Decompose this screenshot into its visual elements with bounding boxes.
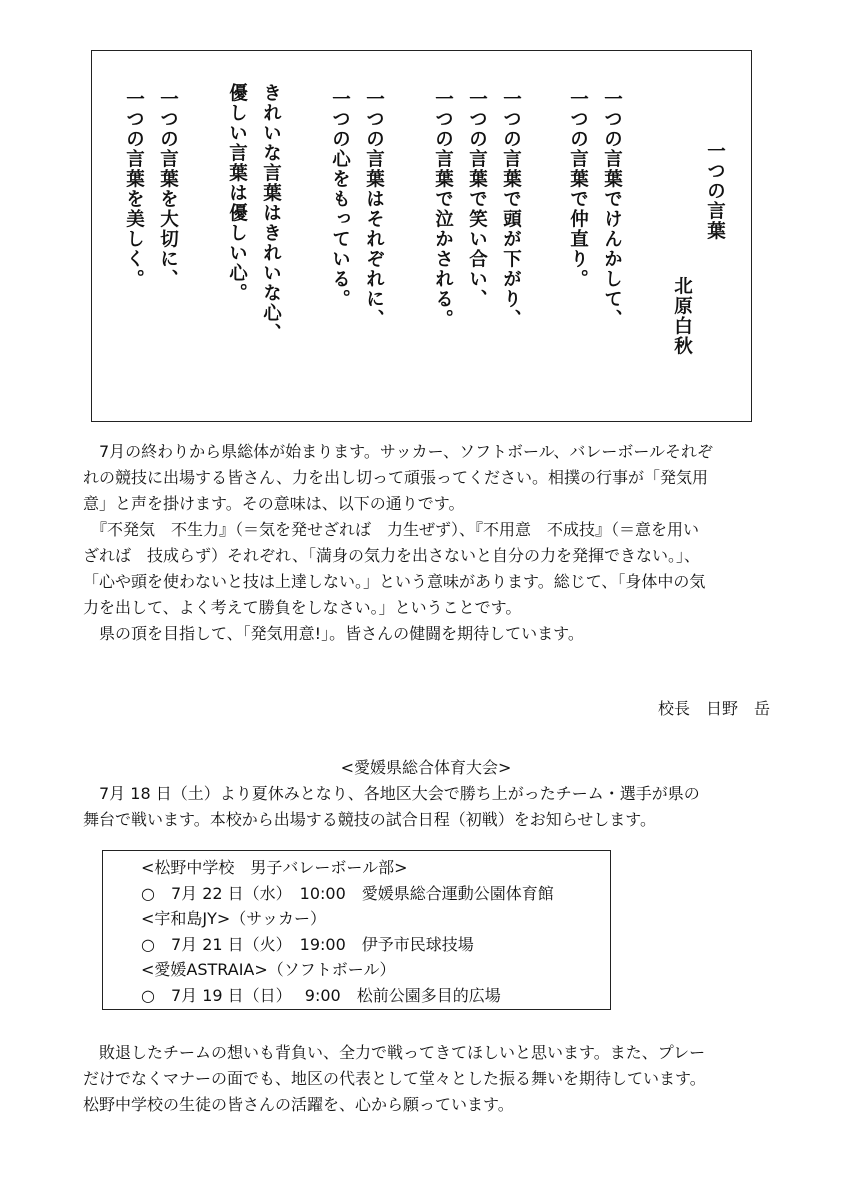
schedule-match: ○ 7月 21 日（火） 19:00 伊予市民球技場	[141, 934, 474, 954]
poem-line: 優しい言葉は優しい心。	[226, 83, 248, 303]
message-line: 7月の終わりから県総体が始まります。サッカー、ソフトボール、バレーボールそれぞ	[83, 442, 714, 461]
poem-title: 一つの言葉	[704, 141, 726, 241]
schedule-team: <松野中学校 男子バレーボール部>	[141, 858, 408, 877]
message-line: 県の頂を目指して、「発気用意!」。皆さんの健闘を期待しています。	[83, 624, 584, 643]
poem-author: 北原白秋	[671, 276, 693, 356]
poem-line: 一つの言葉で泣かされる。	[432, 89, 454, 329]
message-line: 『不発気 不生力』（＝気を発せざれば 力生ぜず）、『不用意 不成技』（＝意を用い	[83, 520, 700, 539]
poem-line: きれいな言葉はきれいな心、	[260, 83, 282, 343]
tournament-intro	[83, 781, 783, 833]
closing-line: 松野中学校の生徒の皆さんの活躍を、心から願っています。	[83, 1095, 514, 1114]
poem-line: 一つの言葉で仲直り。	[567, 89, 589, 289]
poem-line: 一つの言葉で頭が下がり、	[500, 89, 522, 329]
closing-line: だけでなくマナーの面でも、地区の代表として堂々とした振る舞いを期待しています。	[83, 1069, 706, 1088]
intro-line: 7月 18 日（土）より夏休みとなり、各地区大会で勝ち上がったチーム・選手が県の	[83, 784, 700, 803]
poem-line: 一つの言葉で笑い合い、	[466, 89, 488, 309]
message-line: 力を出して、よく考えて勝負をしなさい。」ということです。	[83, 598, 522, 617]
poem-line: 一つの言葉を大切に、	[157, 89, 179, 289]
schedule-match: ○ 7月 19 日（日） 9:00 松前公園多目的広場	[141, 985, 501, 1005]
closing-message	[83, 1040, 783, 1118]
closing-line: 敗退したチームの想いも背負い、全力で戦ってきてほしいと思います。また、プレー	[83, 1043, 706, 1062]
schedule-box	[102, 850, 611, 1010]
poem-line: 一つの言葉はそれぞれに、	[363, 89, 385, 329]
intro-line: 舞台で戦います。本校から出場する競技の試合日程（初戦）をお知らせします。	[83, 810, 656, 829]
poem-line: 一つの言葉を美しく。	[123, 89, 145, 289]
schedule-team: <愛媛ASTRAIA>（ソフトボール）	[141, 960, 396, 979]
principal-message	[83, 439, 783, 647]
message-line: ざれば 技成らず）それぞれ、「満身の気力を出さないと自分の力を発揮できない。」、	[83, 546, 700, 565]
poem-box	[91, 50, 752, 422]
schedule-team: <宇和島JY>（サッカー）	[141, 909, 326, 928]
message-line: れの競技に出場する皆さん、力を出し切って頑張ってください。相撲の行事が「発気用	[83, 468, 708, 487]
message-line: 「心や頭を使わないと技は上達しない。」という意味があります。総じて、「身体中の気	[83, 572, 706, 591]
poem-line: 一つの心をもっている。	[329, 89, 351, 309]
message-line: 意」と声を掛けます。その意味は、以下の通りです。	[83, 494, 465, 513]
poem-line: 一つの言葉でけんかして、	[601, 89, 623, 329]
tournament-title: <愛媛県総合体育大会>	[340, 758, 512, 777]
schedule-match: ○ 7月 22 日（水） 10:00 愛媛県総合運動公園体育館	[141, 883, 554, 903]
principal-signature: 校長 日野 岳	[657, 699, 770, 718]
